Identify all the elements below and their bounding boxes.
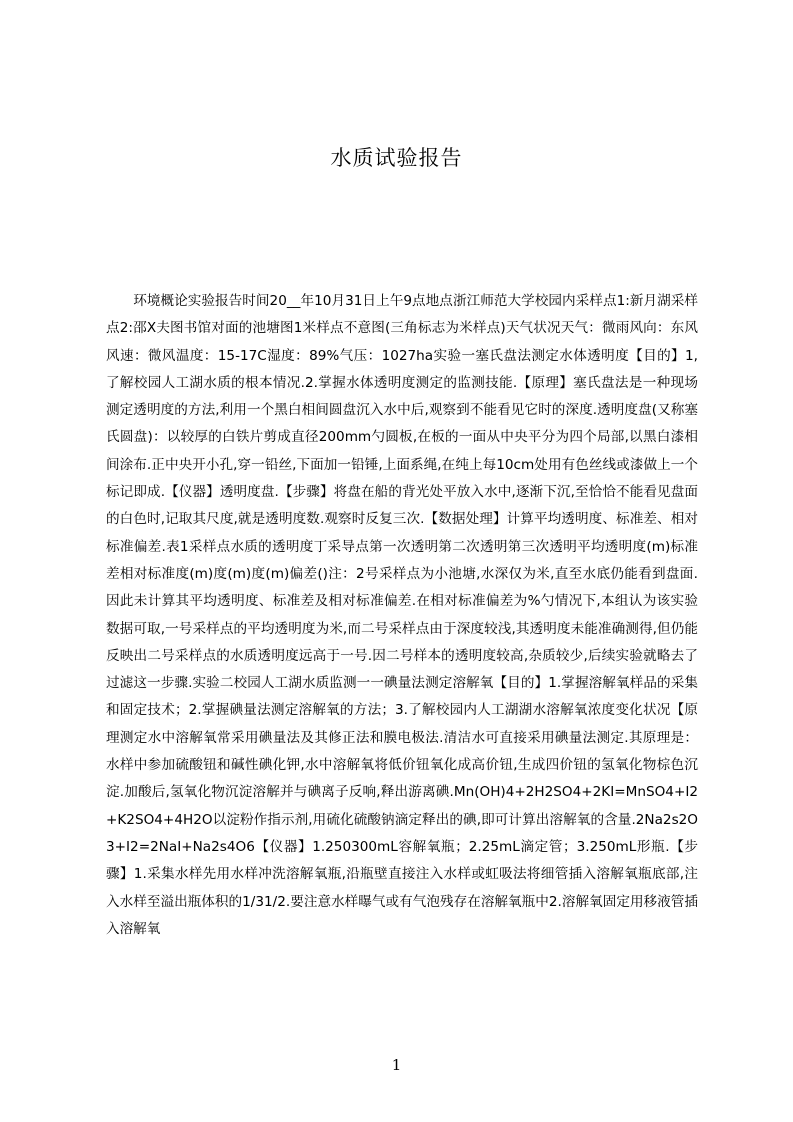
- document-title: 水质试验报告: [330, 146, 463, 170]
- page-number: 1: [391, 1056, 402, 1074]
- document-body-paragraph: 环境概论实验报告时间20__年10月31日上午9点地点浙江师范大学校园内采样点1:新月湖采样点2:邵X夫图书馆对面的池塘图1米样点不意图(三角标志为米样点)天气状况天气：微雨风向：东风风速：微风温度：15-17C湿度：89%气压：1027ha实验一塞氏盘法测定水体透明度【目的】1,了解校园人工湖水质的根本情况.2.掌握水体透明度测定的监测技能.【原理】塞氏盘法是一种现场测定透明度的方法,利用一个黑白相间圆盘沉入水中后,观察到不能看见它时的深度.透明度盘(又称塞氏圆盘)：以较厚的白铁片剪成直径200mm勺圆板,在板的一面从中央平分为四个局部,以黑白漆相间涂布.正中央开小孔,穿一铅丝,下面加一铅锤,上面系绳,在纯上每10cm处用有色丝线或漆做上一个标记即成.【仪器】透明度盘.【步骤】将盘在船的背光处平放入水中,逐渐下沉,至恰恰不能看见盘面的白色时,记取其尺度,就是透明度数.观察时反复三次.【数据处理】计算平均透明度、标准差、相对标准偏差.表1采样点水质的透明度丁采导点第一次透明第二次透明第三次透明平均透明度(m)标准差相对标准度(m)度(m)度(m)偏差()注：2号采样点为小池塘,水深仅为米,直至水底仍能看到盘面.因此未计算其平均透明度、标准差及相对标准偏差.在相对标准偏差为%勺情况下,本组认为该实验数据可取,一号采样点的平均透明度为米,而二号采样点由于深度较浅,其透明度未能准确测得,但仍能反映出二号采样点的水质透明度远高于一号.因二号样本的透明度较高,杂质较少,后续实验就略去了过滤这一步骤.实验二校园人工湖水质监测一一碘量法测定溶解氧【目的】1.掌握溶解氧样品的采集和固定技术；2.掌握碘量法测定溶解氧的方法；3.了解校园内人工湖湖水溶解氧浓度变化状况【原理测定水中溶解氧常采用碘量法及其修正法和膜电极法.清洁水可直接采用碘量法测定.其原理是：水样中参加硫酸钮和碱性碘化钾,水中溶解氧将低价钮氧化成高价钮,生成四价钮的氢氧化物棕色沉淀.加酸后,氢氧化物沉淀溶解并与碘离子反响,释出游离碘.Mn(OH)4+2H2SO4+2KI=MnSO4+I2+K2SO4+4H2O以淀粉作指示剂,用硫化硫酸钠滴定释出的碘,即可计算出溶解氧的含量.2Na2s2O3+I2=2NaI+Na2s4O6【仪器】1.250300mL容解氧瓶；2.25mL滴定管；3.250mL形瓶.【步骤】1.采集水样先用水样冲洗溶解氧瓶,沿瓶壁直接注入水样或虹吸法将细管插入溶解氧瓶底部,注入水样至溢出瓶体积的1/31/2.要注意水样曝气或有气泡残存在溶解氧瓶中2.溶解氧固定用移液管插入溶解氧: [106, 293, 698, 937]
